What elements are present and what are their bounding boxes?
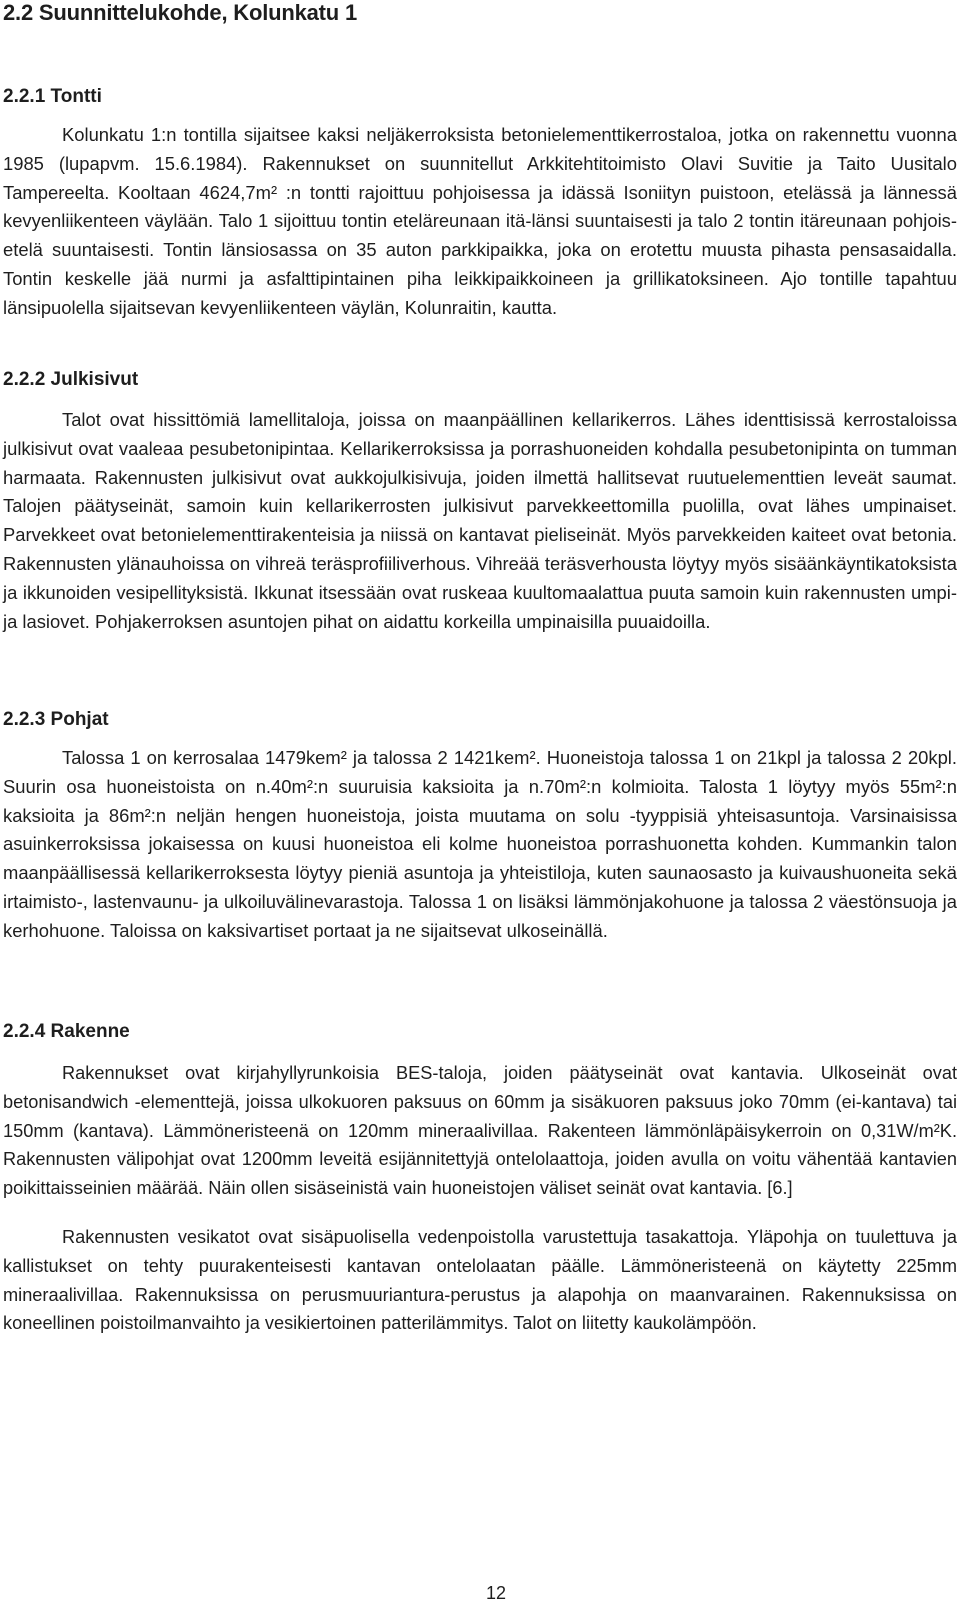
page-number: 12: [485, 1583, 507, 1603]
paragraph-tontti: Kolunkatu 1:n tontilla sijaitsee kaksi neljäkerroksista betonielementtikerrostaloa, jotka on rakennettu vuonna 1985 (lupapvm. 15.6.1984). Rakennukset on suunnitellut Arkkitehtitoimisto Olavi Suvitie ja Taito Uusitalo Tampereelta. Kooltaan 4624,7m² :n tontti rajoittuu pohjoisessa ja idässä Isoniityn puistoon, etelässä ja lännessä kevyenliikenteen väylään. Talo 1 sijoittuu tontin eteläreunaan itä-länsi suuntaisesti ja talo 2 tontin itäreunaan pohjois-etelä suuntaisesti. Tontin länsiosassa on 35 auton parkkipaikka, joka on erotettu muusta pihasta pensasaidalla. Tontin keskelle jää nurmi ja asfalttipintainen piha leikkipaikkoineen ja grillikatoksineen. Ajo tontille tapahtuu länsipuolella sijaitsevan kevyenliikenteen väylän, Kolunraitin, kautta.: [3, 124, 957, 318]
paragraph-julkisivut: Talot ovat hissittömiä lamellitaloja, joissa on maanpäällinen kellarikerros. Lähes identtisissä kerrostaloissa julkisivut ovat vaaleaa pesubetonipintaa. Kellarikerroksissa ja porrashuoneiden kohdalla pesubetonipinta on tumman harmaata. Rakennusten julkisivut ovat aukkojulkisivuja, joiden ilmettä hallitsevat ruutuelementtien leveät saumat. Talojen päätyseinät, samoin kuin kellarikerrosten julkisivut parvekkeettomilla puolilla, ovat lähes umpinaiset. Parvekkeet ovat betonielementtirakenteisia ja niissä on kantavat pieliseinät. Myös parvekkeiden kaiteet ovat betonia. Rakennusten ylänauhoissa on vihreä teräsprofiiliverhous. Vihreää teräsverhousta löytyy myös sisäänkäyntikatoksista ja ikkunoiden vesipellityksistä. Ikkunat itsessään ovat ruskeaa kuultomaalattua puuta samoin kuin rakennusten umpi- ja lasiovet. Pohjakerroksen asuntojen pihat on aidattu korkeilla umpinaisilla puuaidoilla.: [3, 409, 957, 632]
section-title: 2.2 Suunnittelukohde, Kolunkatu 1: [3, 0, 357, 25]
paragraph-rakenne-2: Rakennusten vesikatot ovat sisäpuolisella vedenpoistolla varustettuja tasakattoja. Yläpohja on tuulettuva ja kallistukset on tehty puurakenteisesti kantavan ontelolaatan päälle. Lämmöneristeenä on käytetty 225mm mineraalivillaa. Rakennuksissa on perusmuuriantura-perustus ja alapohja on maanvarainen. Rakennuksissa on koneellinen poistoilmanvaihto ja vesikiertoinen patterilämmitys. Talot on liitetty kaukolämpöön.: [3, 1227, 957, 1334]
subsection-heading-julkisivut: 2.2.2 Julkisivut: [3, 369, 139, 390]
subsection-heading-pohjat: 2.2.3 Pohjat: [3, 709, 109, 730]
paragraph-pohjat: Talossa 1 on kerrosalaa 1479kem² ja talossa 2 1421kem². Huoneistoja talossa 1 on 21kpl ja talossa 2 20kpl. Suurin osa huoneistoista on n.40m²:n suuruisia kaksioita ja n.70m²:n kolmioita. Talosta 1 löytyy myös 55m²:n kaksioita ja 86m²:n neljän hengen huoneistoja, joista muutama on solu -tyyppisiä yhteisasuntoja. Varsinaisissa asuinkerroksissa jokaisessa on kuusi huoneistoa eli kolme huoneistoa porrashuonetta kohden. Kummankin talon maanpäällisessä kellarikerroksesta löytyy pieniä asuntoja ja yhteistiloja, kuten saunaosasto ja kuivaushuoneita sekä irtaimisto-, lastenvaunu- ja ulkoiluvälinevarastoja. Talossa 1 on lisäksi lämmönjakohuone ja talossa 2 väestönsuoja ja kerhohuone. Taloissa on kaksivartiset portaat ja ne sijaitsevat ulkoseinällä.: [3, 747, 957, 941]
subsection-heading-rakenne: 2.2.4 Rakenne: [3, 1021, 130, 1042]
paragraph-rakenne-1: Rakennukset ovat kirjahyllyrunkoisia BES-taloja, joiden päätyseinät ovat kantavia. Ulkoseinät ovat betonisandwich -elementtejä, joissa ulkokuoren paksuus on 60mm ja sisäkuoren paksuus joko 70mm (ei-kantava) tai 150mm (kantava). Lämmöneristeenä on 120mm mineraalivillaa. Rakenteen lämmönläpäisykerroin on 0,31W/m²K. Rakennusten välipohjat ovat 1200mm leveitä esijännitettyjä ontelolaattoja, joiden avulla on voitu vähentää kantavien poikittaisseinien määrää. Näin ollen sisäseinistä vain huoneistojen väliset seinät ovat kantavia. [6.]: [3, 1063, 957, 1199]
subsection-heading-tontti: 2.2.1 Tontti: [3, 86, 102, 107]
